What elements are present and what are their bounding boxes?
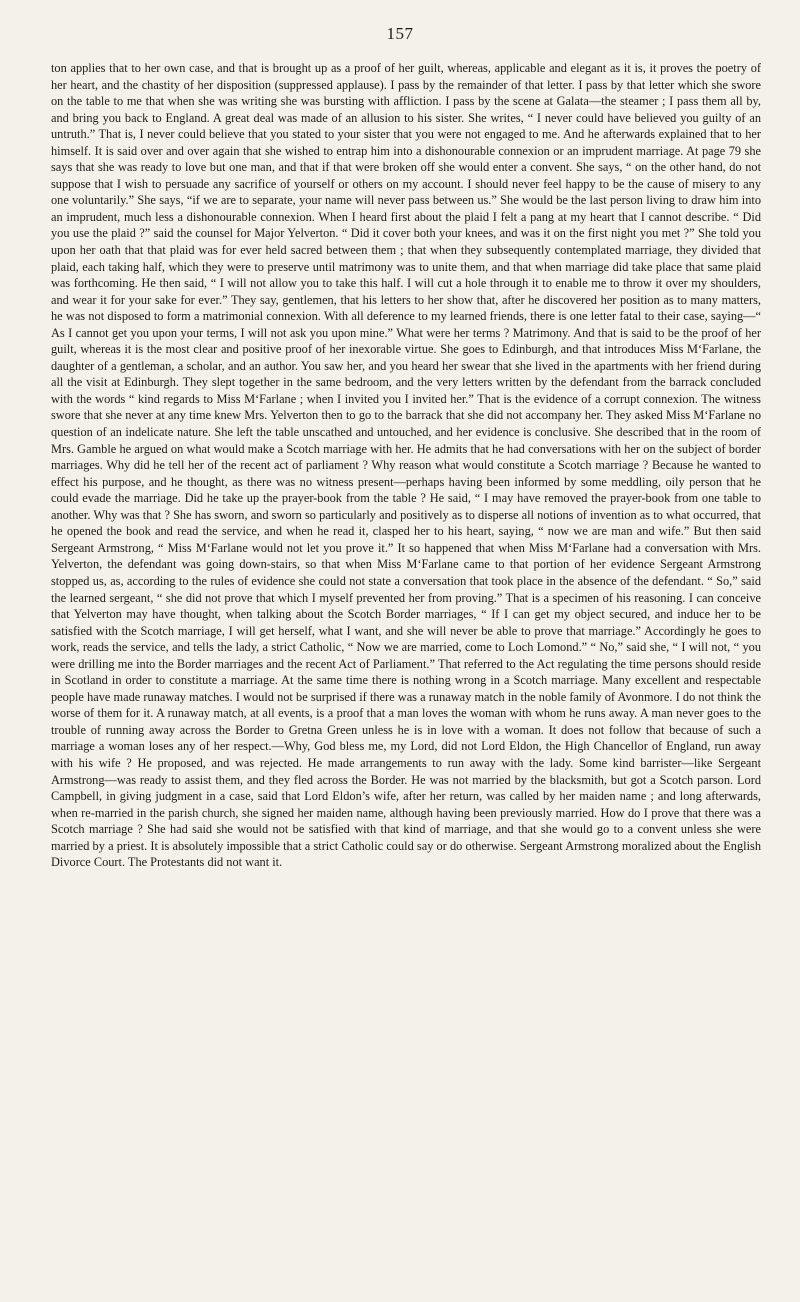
body-text-column xyxy=(51,60,761,871)
page-number: 157 xyxy=(386,24,414,43)
body-paragraph: ton applies that to her own case, and that is brought up as a proof of her guilt, whereas, applicable and elegant as it is, it proves the poetry of her heart, and the chastity of her disposition (suppressed applause). I pass by the remainder of that letter. I pass by that letter which she swore on the table to me that when she was writing she was bursting with affliction. I pass by the scene at Galata—the steamer ; I pass them all by, and bring you back to England. A great deal was made of an allusion to his sister. She writes, “ I never could have believed you guilty of an untruth.” That is, I never could believe that you stated to your sister that you were not engaged to me. And he afterwards explained that to her himself. It is said over and over again that she wished to entrap him into a dishonourable connexion or an imprudent marriage. At page 79 she says that she was ready to love but one man, and that if that were broken off she would enter a convent. She says, “ on the other hand, do not suppose that I wish to persuade any sacrifice of yourself or others on my account. I should never feel happy to be the cause of misery to any one voluntarily.” She says, “if we are to separate, your name will never pass between us.” She would be the last person living to draw him into an imprudent, much less a dishonourable connexion. When I heard first about the plaid I felt a pang at my heart that I cannot describe. “ Did you use the plaid ?” said the counsel for Major Yelverton. “ Did it cover both your knees, and was it on the first night you met ?” She told you upon her oath that that plaid was for ever held sacred between them ; that when they subsequently contemplated marriage, they divided that plaid, each taking half, which they were to preserve until matrimony was to unite them, and that when marriage did take place that same plaid was forthcoming. He then said, “ I will not allow you to take this half. I will cut a hole through it to enable me to throw it over my shoulders, and wear it for your sake for ever.” They say, gentlemen, that his letters to her show that, after he discovered her position as to many matters, he was not disposed to form a matrimonial connexion. With all deference to my learned friends, there is one letter fatal to their case, saying—“ As I cannot get you upon your terms, I will not ask you upon mine.” What were her terms ? Matrimony. And that is said to be the proof of her guilt, whereas it is the most clear and positive proof of her inexorable virtue. She goes to Edinburgh, and that introduces Miss M‘Farlane, the daughter of a gentleman, a scholar, and an author. You saw her, and you heard her swear that she lived in the apartments with her friend during all the visit at Edinburgh. They slept together in the same bedroom, and the very letters written by the defendant from the barrack concluded with the words “ kind regards to Miss M‘Farlane ; when I invited you I invited her.” That is the evidence of a corrupt connexion. The witness swore that she never at any time knew Mrs. Yelverton then to go to the barrack that she did not accompany her. They asked Miss M‘Farlane no question of an indelicate nature. She left the table unscathed and untouched, and her evidence is conclusive. She described that in the room of Mrs. Gamble he argued on what would make a Scotch marriage with her. He admits that he had conversations with her on the subject of border marriages. Why did he tell her of the recent act of parliament ? Why reason what would constitute a Scotch marriage ? Because he wanted to effect his purpose, and he thought, as there was no witness present—perhaps having been informed by some meddling, oily person that he could evade the marriage. Did he take up the prayer-book from the table ? He said, “ I may have removed the prayer-book from one table to another. Why was that ? She has sworn, and sworn so particularly and positively as to disperse all notions of invention as to what occurred, that he opened the book and read the service, and when he read it, clasped her to his heart, saying, “ now we are man and wife.” But then said Sergeant Armstrong, “ Miss M‘Farlane would not let you prove it.” It so happened that when Miss M‘Farlane had a conversation with Mrs. Yelverton, the defendant was going down-stairs, so that when Miss M‘Farlane came to that portion of her evidence Sergeant Armstrong stopped us, as, according to the rules of evidence she could not state a conversation that took place in the absence of the defendant. “ So,” said the learned sergeant, “ she did not prove that which I myself prevented her from proving.” That is a specimen of his reasoning. I can conceive that Yelverton may have thought, when talking about the Scotch Border marriages, “ If I can get my object secured, and induce her to be satisfied with the Scotch marriage, I will get herself, what I want, and she will never be able to prove that marriage.” Accordingly he goes to work, reads the service, and tells the lady, a strict Catholic, “ Now we are married, come to Loch Lomond.” “ No,” said she, “ I will not, “ you were drilling me into the Border marriages and the recent Act of Parliament.” That referred to the Act regulating the time persons should reside in Scotland in order to constitute a marriage. At the same time there is nothing wrong in a Scotch marriage. Many excellent and respectable people have made runaway matches. I would not be surprised if there was a runaway match in the noble family of Avonmore. I do not think the worse of them for it. A runaway match, at all events, is a proof that a man loves the woman with whom he runs away. A man never goes to the trouble of running away across the Border to Gretna Green unless he is in love with a woman. It does not follow that because of such a marriage a woman loses any of her respect.—Why, God bless me, my Lord, did not Lord Eldon, the High Chancellor of England, run away with his wife ? He proposed, and was rejected. He made arrangements to run away with the lady. Some kind barrister—like Sergeant Armstrong—was ready to assist them, and they fled across the Border. He was not married by the blacksmith, but got a Scotch parson. Lord Campbell, in giving judgment in a case, said that Lord Eldon’s wife, after her return, was called by her maiden name ; and long afterwards, when re-married in the parish church, she signed her maiden name, although having been previously married. How do I prove that there was a Scotch marriage ? She had said she would not be satisfied with that kind of marriage, and that she would go to a convent unless she were married by a priest. It is absolutely impossible that a strict Catholic could say or do otherwise. Sergeant Armstrong moralized about the English Divorce Court. The Protestants did not want it. xyxy=(51,61,761,870)
